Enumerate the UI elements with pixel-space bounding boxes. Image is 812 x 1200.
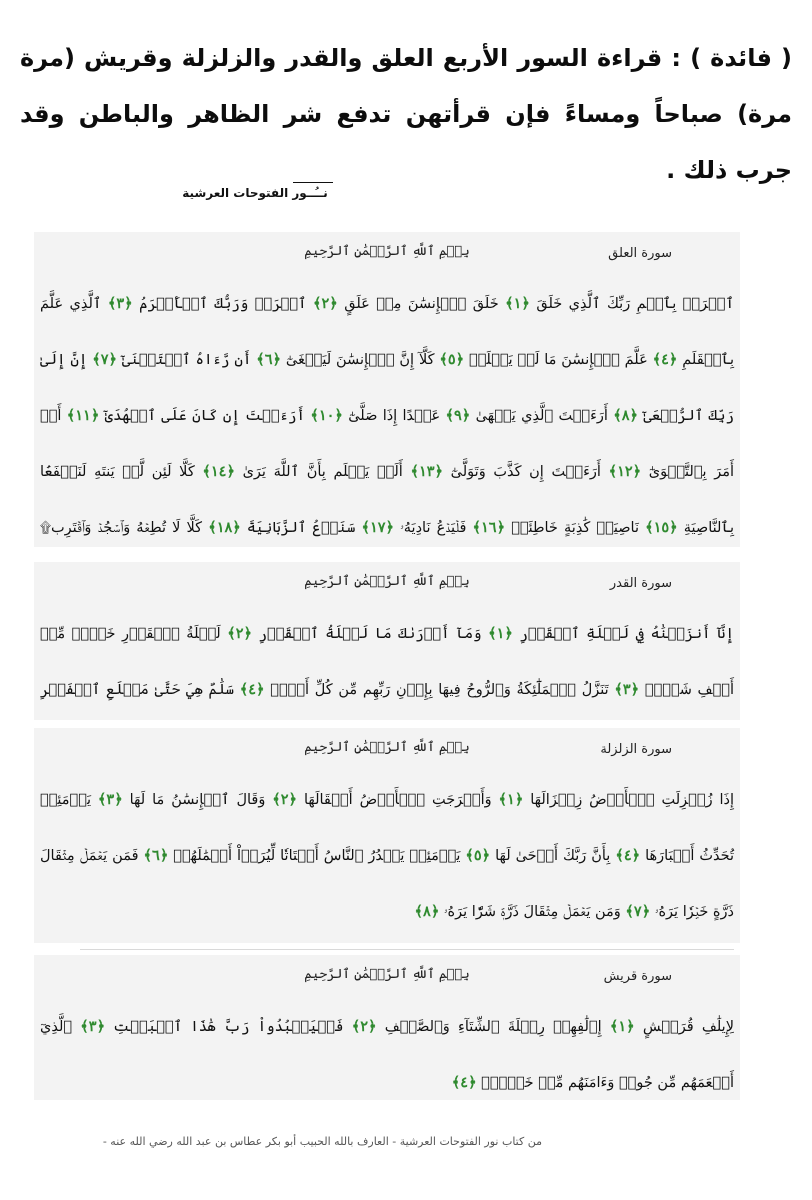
verse-number: ﴿١﴾ — [609, 1018, 635, 1035]
verse-number: ﴿١٥﴾ — [645, 519, 678, 536]
verse-number: ﴿٣﴾ — [97, 791, 123, 808]
surah-panel-quraysh — [34, 955, 740, 1100]
header-text: : قراءة السور الأربع العلق والقدر والزلزلة وقريش (مرة مرة) صباحاً ومساءً فإن قرأتهن تدفع شر الظاهر والباطن وقد جرب ذلك . — [20, 44, 792, 184]
verse-number: ﴿١١﴾ — [66, 407, 100, 424]
verse-number: ﴿٣﴾ — [614, 681, 640, 698]
verse-number: ﴿٤﴾ — [451, 1074, 477, 1091]
surah-panel-qadr — [34, 562, 740, 720]
verse-number: ﴿٢﴾ — [313, 295, 338, 312]
surah-name: سورة الزلزلة — [600, 742, 672, 757]
verse-number: ﴿١٧﴾ — [361, 519, 395, 536]
verse-number: ﴿١﴾ — [505, 295, 530, 312]
verse-number: ﴿١٠﴾ — [310, 407, 343, 424]
basmala: بِسۡمِ ٱللَّهِ ٱلرَّحۡمَٰنِ ٱلرَّحِيمِ — [304, 740, 470, 755]
header-note — [20, 30, 792, 198]
surah-verses: لِإِيلَٰفِ قُرَيۡشٍ ﴿١﴾ إِۦلَٰفِهِمۡ رِحۡلَةَ ٱلشِّتَآءِ وَٱلصَّيۡفِ ﴿٢﴾ فَلۡيَعۡبُدُواْ رَبَّ هَٰذَا ٱلۡبَيۡتِ ﴿٣﴾ ٱلَّذِيٓ أَطۡعَمَهُم مِّن جُوعٖ وَءَامَنَهُم مِّنۡ خَوۡفِۭ ﴿٤﴾ — [40, 1018, 734, 1091]
verse-number: ﴿٥﴾ — [439, 351, 465, 368]
verse-number: ﴿٦﴾ — [256, 351, 282, 368]
verse-number: ﴿٩﴾ — [445, 407, 471, 424]
verse-number: ﴿١﴾ — [498, 791, 524, 808]
section-divider — [80, 949, 734, 950]
surah-verses: إِذَا زُلۡزِلَتِ ٱلۡأَرۡضُ زِلۡزَالَهَا ﴿١﴾ وَأَخۡرَجَتِ ٱلۡأَرۡضُ أَثۡقَالَهَا ﴿٢﴾ وَقَالَ ٱلۡإِنسَٰنُ مَا لَهَا ﴿٣﴾ يَوۡمَئِذٖ تُحَدِّثُ أَخۡبَارَهَا ﴿٤﴾ بِأَنَّ رَبَّكَ أَوۡحَىٰ لَهَا ﴿٥﴾ يَوۡمَئِذٖ يَصۡدُرُ ٱلنَّاسُ أَشۡتَاتٗا لِّيُرَوۡاْ أَعۡمَٰلَهُمۡ ﴿٦﴾ فَمَن يَعۡمَلۡ مِثۡقَالَ ذَرَّةٍ خَيۡرٗا يَرَهُۥ ﴿٧﴾ وَمَن يَعۡمَلۡ مِثۡقَالَ ذَرَّةٖ شَرّٗا يَرَهُۥ ﴿٨﴾ — [40, 791, 735, 920]
surah-name: سورة العلق — [608, 246, 672, 261]
verse-number: ﴿٨﴾ — [613, 407, 639, 424]
verse-number: ﴿١٢﴾ — [608, 463, 642, 480]
verse-number: ﴿٣﴾ — [107, 295, 133, 312]
verse-number: ﴿١٣﴾ — [410, 463, 444, 480]
verse-number: ﴿١٨﴾ — [208, 519, 241, 536]
verse-number: ﴿٦﴾ — [143, 847, 169, 864]
basmala: بِسۡمِ ٱللَّهِ ٱلرَّحۡمَٰنِ ٱلرَّحِيمِ — [304, 244, 470, 259]
verse-number: ﴿١﴾ — [488, 625, 513, 642]
surah-name: سورة قريش — [603, 969, 672, 984]
verse-number: ﴿٢﴾ — [272, 791, 298, 808]
verse-number: ﴿٧﴾ — [625, 903, 651, 920]
verse-number: ﴿٢﴾ — [227, 625, 252, 642]
verse-number: ﴿٢﴾ — [351, 1018, 377, 1035]
verse-number: ﴿٨﴾ — [414, 903, 440, 920]
source-tag — [165, 186, 345, 200]
header-keyword: ( فائدة ) — [690, 44, 793, 72]
surah-verses: إِنَّآ أَنزَلۡنَٰهُ فِي لَيۡلَةِ ٱلۡقَدۡرِ ﴿١﴾ وَمَآ أَدۡرَىٰكَ مَا لَيۡلَةُ ٱلۡقَدۡرِ ﴿٢﴾ لَيۡلَةُ ٱلۡقَدۡرِ خَيۡرٞ مِّنۡ أَلۡفِ شَهۡرٖ ﴿٣﴾ تَنَزَّلُ ٱلۡمَلَٰٓئِكَةُ وَٱلرُّوحُ فِيهَا بِإِذۡنِ رَبِّهِم مِّن كُلِّ أَمۡرٖ ﴿٤﴾ سَلَٰمٌ هِيَ حَتَّىٰ مَطۡلَعِ ٱلۡفَجۡرِ — [40, 606, 734, 774]
verse-number: ﴿٤﴾ — [615, 847, 641, 864]
surah-name: سورة القدر — [609, 576, 672, 591]
verse-number: ﴿٤﴾ — [652, 351, 678, 368]
basmala: بِسۡمِ ٱللَّهِ ٱلرَّحۡمَٰنِ ٱلرَّحِيمِ — [304, 574, 470, 589]
verse-number: ﴿١٦﴾ — [472, 519, 506, 536]
surah-verses: ٱقۡرَأۡ بِٱسۡمِ رَبِّكَ ٱلَّذِي خَلَقَ ﴿١﴾ خَلَقَ ٱلۡإِنسَٰنَ مِنۡ عَلَقٍ ﴿٢﴾ ٱقۡرَأۡ وَرَبُّكَ ٱلۡأَكۡرَمُ ﴿٣﴾ ٱلَّذِي عَلَّمَ بِٱلۡقَلَمِ ﴿٤﴾ عَلَّمَ ٱلۡإِنسَٰنَ مَا لَمۡ يَعۡلَمۡ ﴿٥﴾ كَلَّآ إِنَّ ٱلۡإِنسَٰنَ لَيَطۡغَىٰٓ ﴿٦﴾ أَن رَّءَاهُ ٱسۡتَغۡنَىٰٓ ﴿٧﴾ إِنَّ إِلَىٰ رَبِّكَ ٱلرُّجۡعَىٰٓ ﴿٨﴾ أَرَءَيۡتَ ٱلَّذِي يَنۡهَىٰ ﴿٩﴾ عَبۡدًا إِذَا صَلَّىٰٓ ﴿١٠﴾ أَرَءَيۡتَ إِن كَانَ عَلَى ٱلۡهُدَىٰٓ ﴿١١﴾ أَوۡ أَمَرَ بِٱلتَّقۡوَىٰٓ ﴿١٢﴾ أَرَءَيۡتَ إِن كَذَّبَ وَتَوَلَّىٰٓ ﴿١٣﴾ أَلَمۡ يَعۡلَم بِأَنَّ ٱللَّهَ يَرَىٰ ﴿١٤﴾ كَلَّا لَئِن لَّمۡ يَنتَهِ لَنَسۡفَعَۢا بِٱلنَّاصِيَةِ ﴿١٥﴾ نَاصِيَةٖ كَٰذِبَةٍ خَاطِئَةٖ ﴿١٦﴾ فَلۡيَدۡعُ نَادِيَهُۥ ﴿١٧﴾ سَنَدۡعُ ٱلزَّبَانِيَةَ ﴿١٨﴾ كَلَّا لَا تُطِعۡهُ وَٱسۡجُدۡ وَٱقۡتَرِب۩ — [40, 276, 734, 612]
source-footer: من كتاب نور الفتوحات العرشية - العارف بالله الحبيب أبو بكر عطاس بن عبد الله رضي الله عنه - — [102, 1135, 542, 1148]
basmala: بِسۡمِ ٱللَّهِ ٱلرَّحۡمَٰنِ ٱلرَّحِيمِ — [304, 967, 470, 982]
verse-number: ﴿٤﴾ — [239, 681, 265, 698]
verse-number: ﴿٧﴾ — [92, 351, 117, 368]
verse-number: ﴿١٤﴾ — [202, 463, 235, 480]
source-tag-overline — [293, 182, 333, 183]
surah-panel-zalzala — [34, 728, 740, 943]
verse-number: ﴿٣﴾ — [80, 1018, 106, 1035]
surah-panel-alaq — [34, 232, 740, 547]
source-tag-text: نــُــور الفتوحات العرشية — [182, 186, 328, 200]
verse-number: ﴿٥﴾ — [465, 847, 491, 864]
